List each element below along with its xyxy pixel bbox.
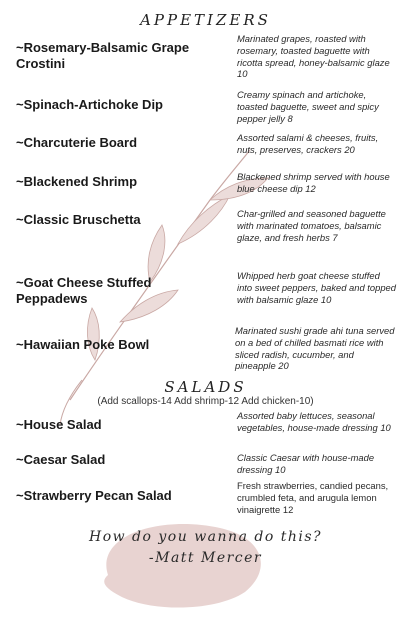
menu-item-description: Marinated sushi grade ahi tuna served on a bed of chilled basmati rice with sliced radish, cucumber, and pineapple 20 <box>235 325 395 372</box>
menu-item-name: ~Rosemary-Balsamic Grape Crostini <box>16 40 190 71</box>
menu-item-name: ~Spinach-Artichoke Dip <box>16 97 163 112</box>
menu-item-description: Char-grilled and seasoned baguette with marinated tomatoes, balsamic glaze, and fresh herbs 7 <box>237 208 386 243</box>
menu-item-name: ~Goat Cheese Stuffed Peppadews <box>16 275 152 306</box>
menu-item-name: ~House Salad <box>16 417 102 432</box>
menu-item-description: Assorted baby lettuces, seasonal vegetables, house-made dressing 10 <box>237 410 391 433</box>
menu-item-description: Classic Caesar with house-made dressing 10 <box>237 452 375 475</box>
menu-item-name: ~Charcuterie Board <box>16 135 138 150</box>
menu-item-description: Assorted salami & cheeses, fruits, nuts, preserves, crackers 20 <box>237 132 379 155</box>
menu-item-description: Blackened shrimp served with house blue cheese dip 12 <box>237 171 390 194</box>
menu-item-description: Marinated grapes, roasted with rosemary, toasted baguette with ricotta spread, honey-balsamic glaze 10 <box>237 33 390 80</box>
quote-attribution: -Matt Mercer <box>148 550 263 566</box>
menu-item-name: ~Blackened Shrimp <box>16 174 138 189</box>
menu-item-description: Creamy spinach and artichoke, toasted baguette, sweet and spicy pepper jelly 8 <box>237 89 379 124</box>
menu-item-name: ~Hawaiian Poke Bowl <box>16 337 150 352</box>
menu-item-name: ~Strawberry Pecan Salad <box>16 488 172 503</box>
menu-item-name: ~Caesar Salad <box>16 452 106 467</box>
salads-addons-note: (Add scallops-14 Add shrimp-12 Add chicken-10) <box>97 396 314 407</box>
menu-item-description: Whipped herb goat cheese stuffed into sweet peppers, baked and topped with balsamic glaze 10 <box>237 270 396 305</box>
menu-item-name: ~Classic Bruschetta <box>16 212 141 227</box>
menu-item-description: Fresh strawberries, candied pecans, crumbled feta, and arugula lemon vinaigrette 12 <box>237 480 389 515</box>
leaf <box>148 225 165 282</box>
appetizers-title: APPETIZERS <box>140 11 271 29</box>
quote-line: How do you wanna do this? <box>88 529 323 545</box>
salads-title: SALADS <box>164 378 247 396</box>
